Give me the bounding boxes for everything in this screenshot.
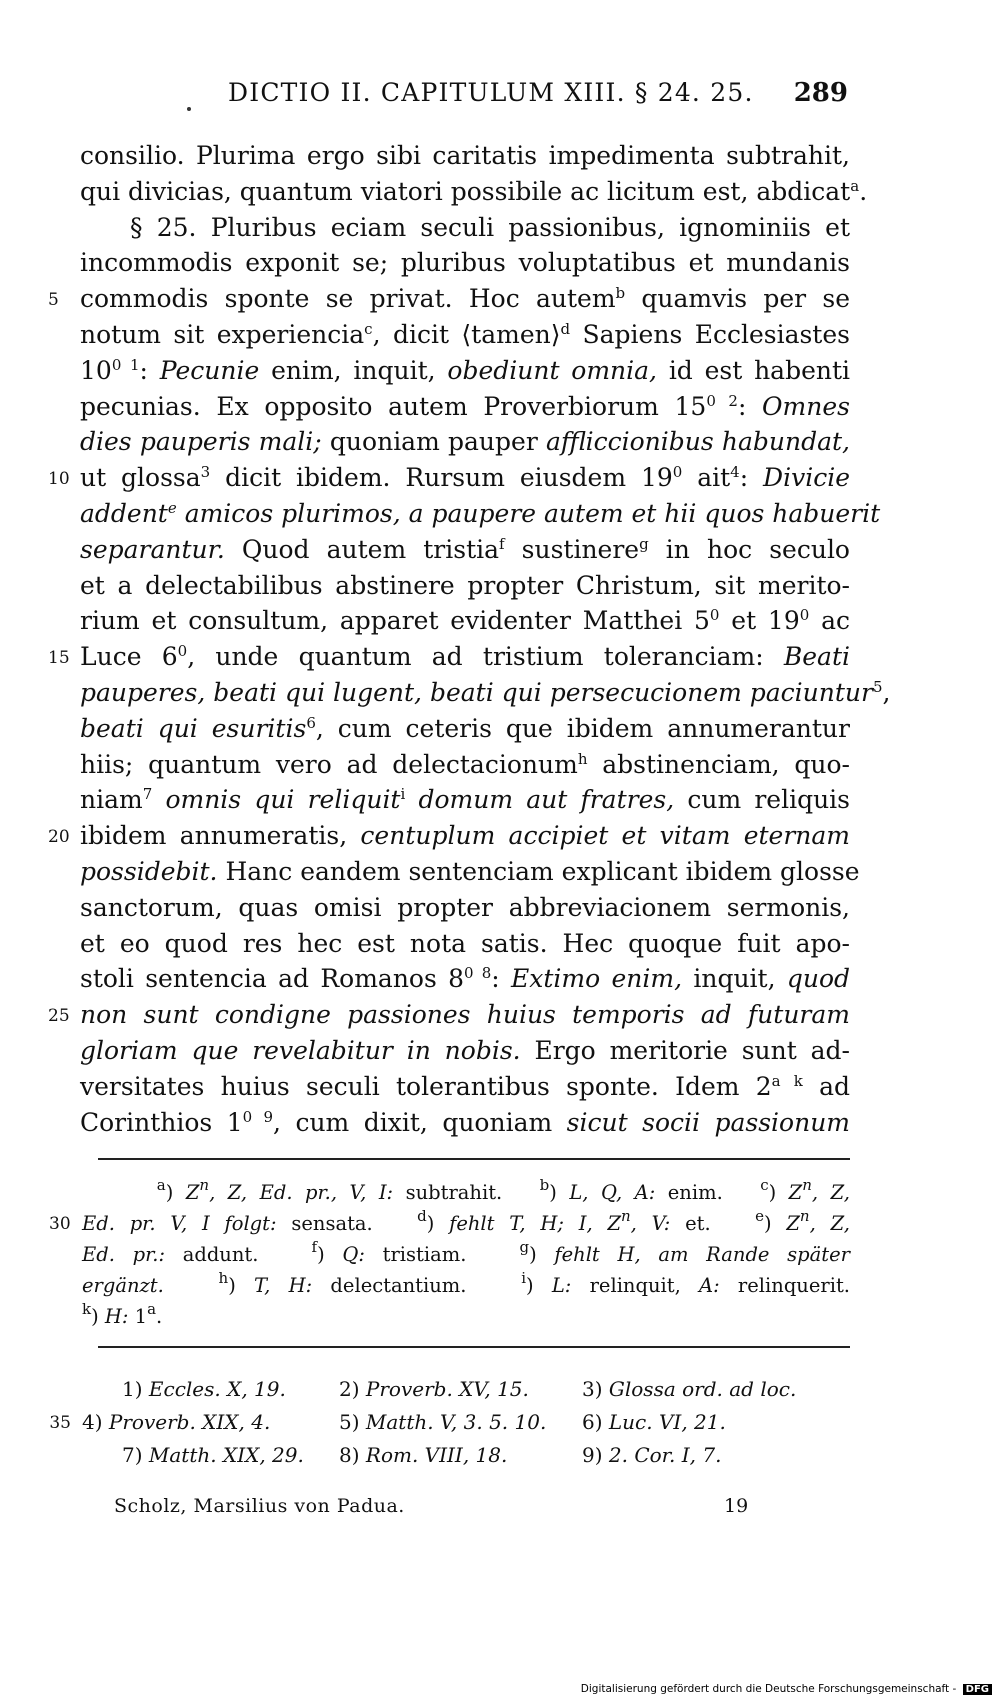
reference-item: 8) Rom. VIII, 18. (339, 1443, 508, 1467)
reference-item: 2) Proverb. XV, 15. (339, 1377, 529, 1401)
text-line: sanctorum, quas omisi propter abbreviacionem sermonis, (80, 892, 850, 922)
text-line: § 25. Pluribus eciam seculi passionibus, ignominiis et (130, 212, 850, 242)
signature-number: 19 (724, 1495, 749, 1517)
text-line: niam$^7$ omnis qui reliquit$^i$ domum aut fratres, cum reliquis (80, 785, 850, 815)
printer-signature: Scholz, Marsilius von Padua. (114, 1495, 405, 1517)
text-line: pecunias. Ex opposito autem Proverbiorum $15^{0 2}$: Omnes (80, 391, 850, 421)
reference-item: 1) Eccles. X, 19. (122, 1377, 286, 1401)
text-line: et eo quod res hec est nota satis. Hec quoque fuit apo- (80, 928, 850, 958)
text-line: ut glossa$^3$ dicit ibidem. Rursum eiusdem $19^0$ ait$^4$: Divicie 10 (80, 460, 850, 496)
note-line: ergänzt. $^h$) T, H: delectantium. $^i$) L: relinquit, A: relinquerit. (82, 1269, 850, 1297)
line-number: 20 (48, 827, 70, 848)
note-line: $^a$) $Z^n$, Z, Ed. pr., V, I: subtrahit. $^b$) L, Q, A: enim. $^c$) $Z^n$, Z, (156, 1176, 850, 1204)
main-text (48, 138, 891, 1140)
text-line: Luce $6^0$, unde quantum ad tristium toleranciam: Beati 15 (80, 639, 850, 675)
references-rule (98, 1346, 850, 1348)
line-number: 25 (48, 1006, 70, 1027)
reference-item: 6) Luc. VI, 21. (582, 1410, 726, 1434)
note-line: $^k$) H: 1$^a$. (82, 1300, 163, 1328)
page-number: 289 (793, 78, 848, 108)
note-line: Ed. pr.: addunt. $^f$) Q: tristiam. $^g$) fehlt H, am Rande später (82, 1238, 850, 1266)
text-line: notum sit experiencia$^c$, dicit ⟨tamen⟩$^d$ Sapiens Ecclesiastes (80, 319, 850, 349)
text-line: consilio. Plurima ergo sibi caritatis impedimenta subtrahit, (80, 141, 850, 170)
text-line: dies pauperis mali; quoniam pauper affliccionibus habundat, (80, 427, 851, 457)
text-line: stoli sentencia ad Romanos $8^{0 8}$: Extimo enim, inquit, quod (80, 964, 851, 994)
running-header (228, 78, 848, 114)
text-line: ibidem annumeratis, centuplum accipiet et vitam eternam 20 (80, 818, 850, 854)
line-number: 30 (49, 1214, 71, 1234)
reference-item: 3) Glossa ord. ad loc. (582, 1377, 797, 1401)
ink-dot (187, 107, 191, 111)
text-line: non sunt condigne passiones huius temporis ad futuram 25 (80, 997, 850, 1033)
text-line: $10^{0 1}$: Pecunie enim, inquit, obediunt omnia, id est habenti (80, 355, 851, 385)
text-line: commodis sponte se privat. Hoc autem$^b$ quamvis per se 5 (80, 281, 850, 317)
reference-line (82, 1373, 850, 1406)
apparatus-notes (49, 1176, 850, 1332)
signature-line (114, 1495, 749, 1525)
line-number: 5 (48, 290, 59, 311)
text-line: et a delectabilibus abstinere propter Christum, sit merito- (80, 570, 850, 600)
text-line: addent$^e$ amicos plurimos, a paupere autem et hii quos habuerit (80, 498, 881, 528)
dfg-logo: DFG (963, 1684, 992, 1695)
text-line: qui divicias, quantum viatori possibile ac licitum est, abdicat$^a$. (80, 176, 868, 206)
note-line: Ed. pr. V, I folgt: sensata. $^d$) fehlt T, H; I, $Z^n$, V: et. $^e$) $Z^n$, Z, 30 (82, 1208, 850, 1239)
text-line: Corinthios $1^{0 9}$, cum dixit, quoniam sicut socii passionum (80, 1107, 851, 1137)
running-title: DICTIO II. CAPITULUM XIII. § 24. 25. (228, 78, 754, 107)
text-line: separantur. Quod autem tristia$^f$ sustinere$^g$ in hoc seculo (80, 534, 850, 564)
funding-credit: Digitalisierung gefördert durch die Deutsche Forschungsgemeinschaft - DFG (581, 1683, 992, 1695)
text-line: incommodis exponit se; pluribus voluptatibus et mundanis (80, 248, 850, 278)
reference-line (82, 1439, 850, 1472)
reference-item: 9) 2. Cor. I, 7. (582, 1443, 722, 1467)
reference-item: 7) Matth. XIX, 29. (122, 1443, 304, 1467)
line-number: 10 (48, 469, 70, 490)
line-number: 35 (49, 1413, 71, 1433)
text-line: beati qui esuritis$^6$, cum ceteris que ibidem annumerantur (80, 713, 850, 743)
text-line: pauperes, beati qui lugent, beati qui persecucionem paciuntur$^5$, (80, 677, 891, 707)
footnote-rule (98, 1158, 850, 1160)
reference-item: 4) Proverb. XIX, 4. (82, 1410, 271, 1434)
source-references (49, 1373, 850, 1472)
text-line: gloriam que revelabitur in nobis. Ergo meritorie sunt ad- (80, 1035, 850, 1065)
credit-text: Digitalisierung gefördert durch die Deutsche Forschungsgemeinschaft (580, 1683, 950, 1695)
text-line: versitates huius seculi tolerantibus sponte. Idem $2^{a k}$ ad (80, 1071, 850, 1101)
text-line: rium et consultum, apparet evidenter Matthei $5^0$ et $19^0$ ac (80, 606, 850, 636)
reference-line (49, 1406, 850, 1439)
line-number: 15 (48, 648, 70, 669)
text-line: possidebit. Hanc eandem sentenciam explicant ibidem glosse (80, 856, 860, 886)
text-line: hiis; quantum vero ad delectacionum$^h$ abstinenciam, quo- (80, 749, 850, 779)
reference-item: 5) Matth. V, 3. 5. 10. (339, 1410, 547, 1434)
